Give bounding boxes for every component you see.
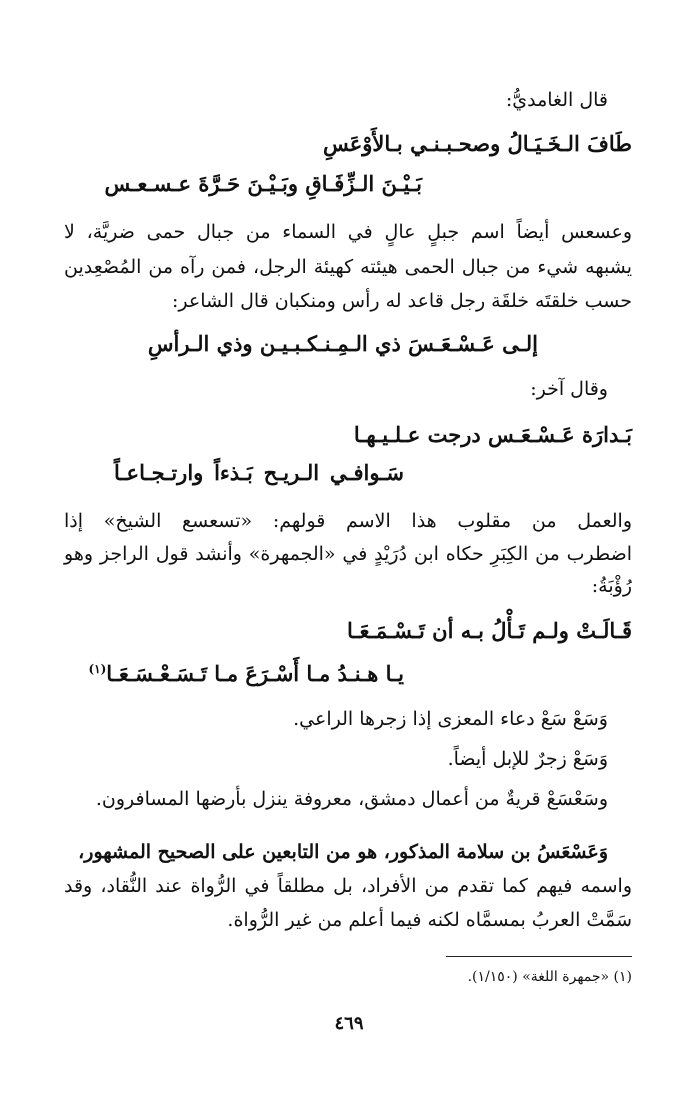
definition-3: وسَعْسَعْ قريةٌ من أعمال دمشق، معروفة ينزل بأرضها المسافرون.: [95, 788, 608, 810]
intro-other: وقال آخر:: [530, 378, 608, 400]
para2-line1: والعمل من مقلوب هذا الاسم قولهم: «تسعسع الشيخ» إذا: [64, 510, 632, 532]
para2-line2: اضطرب من الكِبَرِ حكاه ابن دُرَيْدٍ في «الجمهرة» وأنشد قول الراجز وهو: [64, 543, 632, 565]
verse3-hemistich2: سَـوافـي الـريـح بَـذءاً وارتـجـاعـاً: [114, 460, 404, 485]
verse4-hemistich2-line: [86, 652, 404, 691]
definition-1: وَسَعْ سَعْ دعاء المعزى إذا زجرها الراعي.: [293, 708, 608, 730]
verse1-hemistich2: بَـيْـنَ الـزِّفَـاقِ وبَـيْـنَ حَـرَّةَ عـسـعـس: [104, 171, 422, 196]
verse2: إلـى عَـسْـعَـسَ ذي الـمِـنـكـبـيـن وذي الـرأسِ: [147, 331, 538, 356]
intro-ghamidi: قال الغامديُّ:: [505, 89, 608, 111]
definition-2: وَسَعْ زجرٌ للإبل أيضاً.: [447, 748, 608, 770]
verse4-hemistich2: يـا هـنـدُ مـا أَسْـرَعَ مـا تَـسَـعْـسَـعَـا: [106, 661, 404, 686]
para3-bold-line: وَعَسْعَسُ بن سلامة المذكور، هو من التابعين على الصحيح المشهور،: [78, 841, 608, 863]
verse1-hemistich1: طَافَ الـخَـيَـالُ وصحـبـنـي بـالأَوْعَسِ: [322, 131, 632, 156]
footnote-divider: [446, 956, 632, 957]
para2-line3: رُؤْبَةُ:: [591, 575, 632, 597]
verse4-hemistich1: قَـالَـتْ ولـم تَـأْلُ بـه أن تَـسْـمَـعَـا: [346, 618, 632, 643]
para1-line3: حسب خلقتَه خلقَة رجل قاعد له رأس ومنكبان قال الشاعر:: [172, 290, 632, 312]
footnote-marker: (١): [88, 662, 107, 676]
verse3-hemistich1: بَـدارَة عَـسْـعَـس درجت عـلـيـهـا: [353, 422, 632, 447]
para1-line2: يشبهه شيء من جبال الحمى هيئته كهيئة الرجل، فمن رآه من المُصْعِدين: [64, 256, 632, 278]
para1-line1: وعسعس أيضاً اسم جبلٍ عالٍ في السماء من جبال حمى ضريَّة، لا: [64, 221, 632, 243]
footnote-1: (١) «جمهرة اللغة» (١/١٥٠).: [467, 969, 632, 985]
para3-line1: واسمه فيهم كما تقدم من الأفراد، بل مطلقاً في الرُّواة عند النُّقاد، وقد: [64, 875, 632, 897]
para3-line2: سَمَّتْ العربُ بمسمَّاه لكنه فيما أعلم من غير الرُّواة.: [227, 909, 632, 931]
page-number: ٤٦٩: [334, 1013, 364, 1034]
